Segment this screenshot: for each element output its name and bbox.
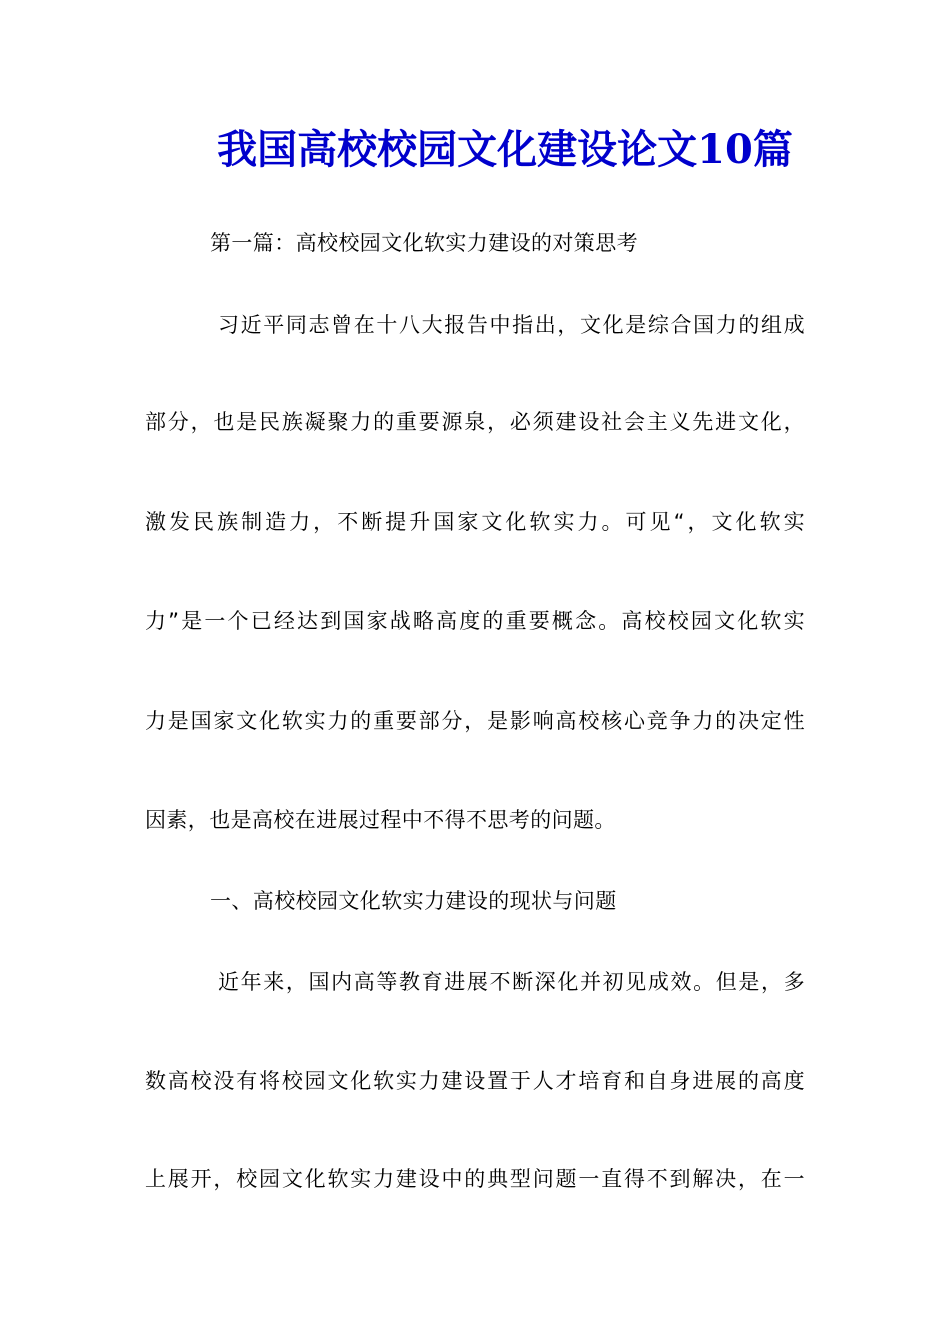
document-title: 我国高校校园文化建设论文10篇 bbox=[217, 126, 793, 173]
paragraph-line: 上展开，校园文化软实力建设中的典型问题一直得不到解决，在一 bbox=[145, 1167, 805, 1191]
section-heading: 第一篇：高校校园文化软实力建设的对策思考 bbox=[210, 231, 638, 255]
paragraph-line: 近年来，国内高等教育进展不断深化并初见成效。但是，多 bbox=[218, 970, 805, 994]
paragraph-line: 数高校没有将校园文化软实力建设置于人才培育和自身进展的高度 bbox=[145, 1069, 805, 1093]
paragraph-line: 部分，也是民族凝聚力的重要源泉，必须建设社会主义先进文化， bbox=[145, 410, 805, 434]
paragraph-line: 激发民族制造力，不断提升国家文化软实力。可见“，文化软实 bbox=[145, 510, 805, 534]
paragraph-line: 力是国家文化软实力的重要部分，是影响高校核心竞争力的决定性 bbox=[145, 709, 805, 733]
subheading: 一、高校校园文化软实力建设的现状与问题 bbox=[210, 889, 617, 913]
paragraph-line: 力”是一个已经达到国家战略高度的重要概念。高校校园文化软实 bbox=[145, 609, 805, 633]
paragraph-line: 习近平同志曾在十八大报告中指出，文化是综合国力的组成 bbox=[218, 313, 805, 337]
paragraph-line: 因素，也是高校在进展过程中不得不思考的问题。 bbox=[145, 808, 616, 832]
